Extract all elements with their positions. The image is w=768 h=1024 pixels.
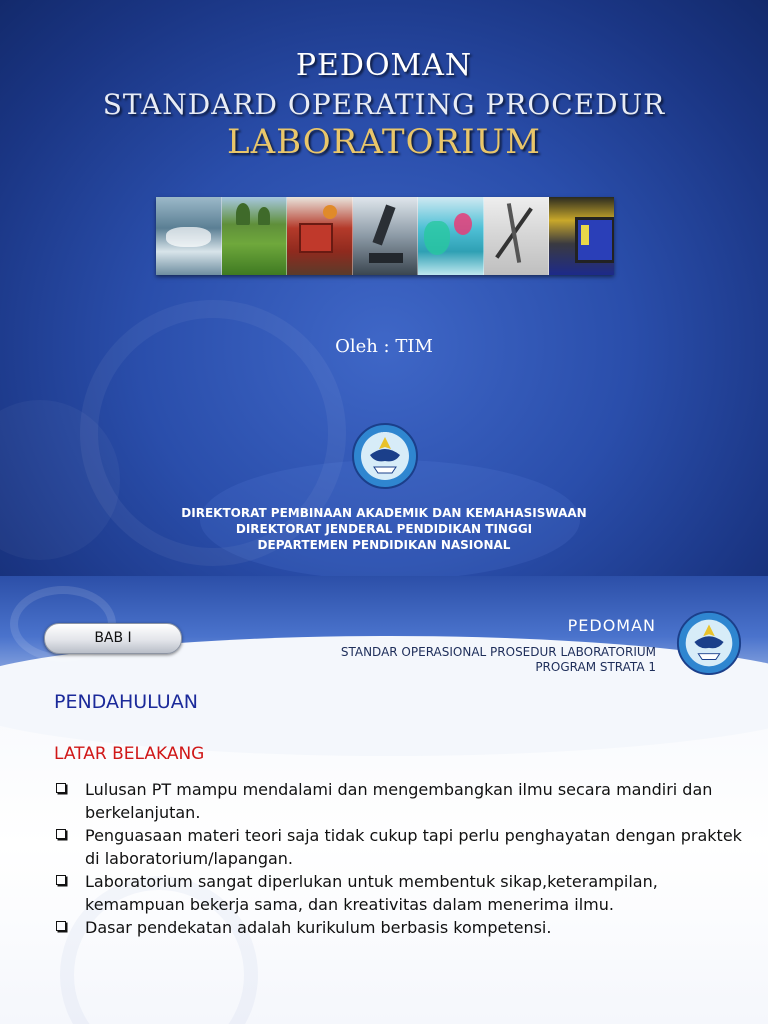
chapter-badge: BAB I (44, 623, 182, 654)
subsection-title: LATAR BELAKANG (54, 744, 205, 764)
list-item (54, 824, 744, 870)
tut-wuri-handayani-logo (350, 421, 420, 491)
field-photo (222, 197, 288, 275)
cover-author: Oleh : TIM (335, 336, 433, 357)
bullet-text: Penguasaan materi teori saja tidak cukup tapi perlu penghayatan dengan praktek di laboratorium/lapangan. (85, 826, 742, 868)
bullet-box-icon (56, 875, 66, 885)
list-item (54, 778, 744, 824)
microscope-photo (353, 197, 419, 275)
svg-text:.....: ..... (381, 429, 389, 435)
list-item (54, 870, 744, 916)
list-item (54, 916, 744, 939)
header-subtitle-1: STANDAR OPERASIONAL PROSEDUR LABORATORIUM (340, 645, 656, 659)
intro-slide (0, 576, 768, 1024)
bullet-box-icon (56, 921, 66, 931)
bullet-box-icon (56, 829, 66, 839)
bullet-text: Dasar pendekatan adalah kurikulum berbasis kompetensi. (85, 918, 552, 937)
header-subtitle-2: PROGRAM STRATA 1 (535, 660, 656, 674)
flasks-photo (418, 197, 484, 275)
bullet-list (54, 778, 744, 939)
institution-line-2: DIREKTORAT JENDERAL PENDIDIKAN TINGGI (235, 522, 533, 536)
photo-strip (156, 197, 614, 275)
bullet-box-icon (56, 783, 66, 793)
tut-wuri-handayani-logo (675, 609, 743, 677)
section-title: PENDAHULUAN (54, 691, 198, 713)
bullet-text: Lulusan PT mampu mendalami dan mengembangkan ilmu secara mandiri dan berkelanjutan. (85, 780, 713, 822)
institution-line-1: DIREKTORAT PEMBINAAN AKADEMIK DAN KEMAHASISWAAN (181, 506, 587, 520)
compass-photo (484, 197, 550, 275)
cover-title-laboratorium: LABORATORIUM (227, 122, 541, 162)
cover-title-sop: STANDARD OPERATING PROCEDUR (102, 88, 666, 121)
header-title: PEDOMAN (567, 616, 656, 635)
waterfall-photo (156, 197, 222, 275)
lab-equipment-photo (287, 197, 353, 275)
computer-photo (549, 197, 614, 275)
bullet-text: Laboratorium sangat diperlukan untuk membentuk sikap,keterampilan, kemampuan bekerja sama, dan kreativitas dalam menerima ilmu. (85, 872, 658, 914)
institution-line-3: DEPARTEMEN PENDIDIKAN NASIONAL (257, 538, 511, 552)
institution-block (0, 505, 768, 553)
cover-title-pedoman: PEDOMAN (295, 48, 473, 83)
